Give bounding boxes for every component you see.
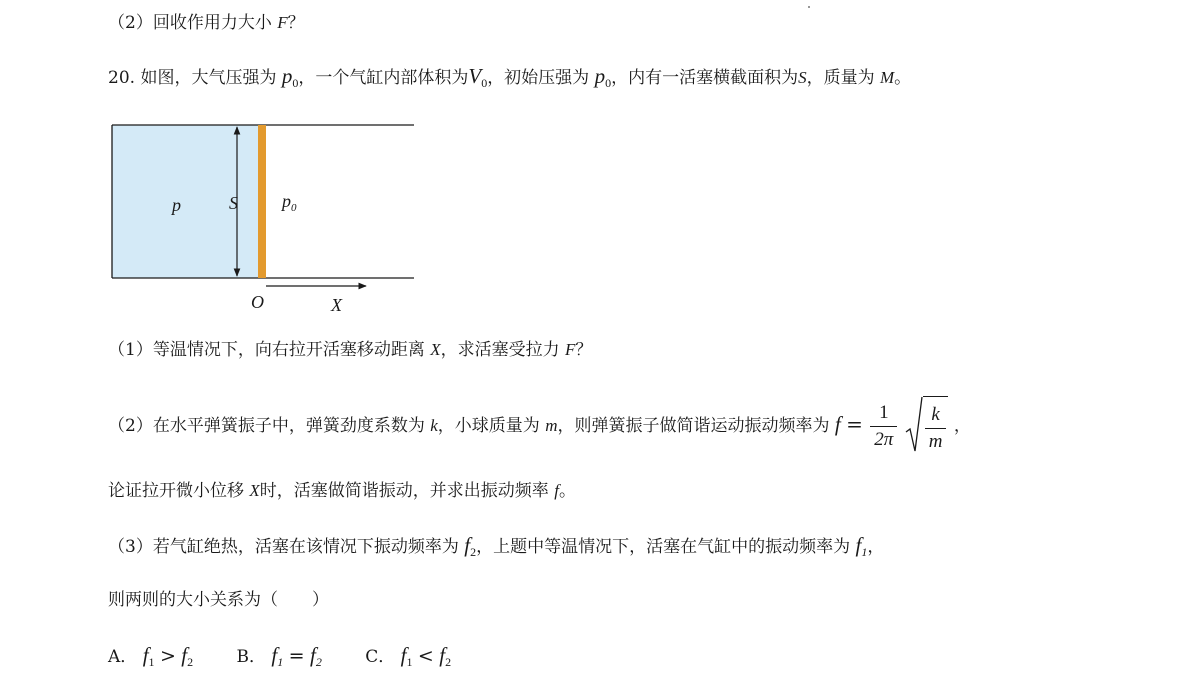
speck: [808, 6, 810, 8]
equals-sign: =: [846, 412, 863, 436]
part2-mid2: ，则弹簧振子做简谐运动振动频率为: [557, 416, 830, 436]
var-m: m: [545, 416, 558, 435]
option-operator: >: [159, 645, 176, 667]
part1-line: [108, 338, 592, 362]
part3-text: （3）若气缸绝热，活塞在该情况下振动频率为: [108, 537, 459, 557]
part2-line: [108, 394, 971, 457]
part3-continuation: [108, 588, 329, 612]
question-number: 20.: [108, 68, 136, 88]
var-f: f: [834, 412, 841, 436]
v0-symbol: $V_0$: [468, 64, 488, 90]
var-m: M: [880, 68, 895, 87]
square-root: [905, 396, 949, 457]
var-x: X: [249, 481, 260, 500]
option-letter: C．: [365, 647, 396, 667]
q20-seg3: ，初始压强为: [487, 68, 590, 88]
atm-pressure-label: $p_0$: [282, 191, 297, 214]
radical-sign-icon: [905, 396, 923, 454]
option-lhs: $f_1$: [142, 643, 155, 669]
var-f: f: [554, 481, 559, 500]
option-rhs: $f_2$: [181, 643, 194, 669]
displacement-label-x: X: [331, 295, 342, 315]
q19-part2-text: （2）回收作用力大小: [108, 13, 272, 33]
part3-line: [108, 533, 884, 564]
q20-seg5: ，质量为: [806, 68, 875, 88]
p0-symbol: $p_0$: [281, 64, 299, 90]
option-lhs: $f_1$: [400, 643, 413, 669]
var-x: X: [430, 340, 441, 359]
answer-options: [108, 643, 489, 674]
origin-label-o: O: [251, 292, 264, 312]
fraction-numerator: 1: [870, 400, 897, 427]
k-over-m: [925, 402, 947, 455]
part2-cont-seg2: 时，活塞做简谐振动，并求出振动频率: [259, 481, 549, 501]
q20-seg1: 如图，大气压强为: [140, 68, 277, 88]
option-rhs: $f_2$: [439, 643, 452, 669]
part2-continuation: [108, 479, 576, 503]
part1-end: ？: [575, 340, 593, 360]
part3-cont-text: 则两则的大小关系为（ ）: [108, 590, 329, 610]
cylinder-diagram: [100, 115, 430, 320]
var-k: k: [430, 416, 438, 435]
var-s: S: [798, 68, 807, 87]
var-f: F: [277, 13, 288, 32]
pressure-label-p: p: [172, 195, 181, 215]
part1-mid: ，求活塞受拉力: [440, 340, 560, 360]
radicand-denominator: m: [928, 431, 943, 452]
q19-part2-end: ？: [287, 13, 305, 33]
part2-cont-seg1: 论证拉开微小位移: [108, 481, 244, 501]
part1-text: （1）等温情况下，向右拉开活塞移动距离: [108, 340, 425, 360]
fraction-denominator: 2π: [874, 429, 894, 450]
q20-seg6: 。: [894, 68, 912, 88]
radicand-numerator: k: [925, 402, 947, 429]
radicand: [923, 396, 949, 457]
part3-mid: ，上题中等温情况下，活塞在气缸中的振动频率为: [476, 537, 851, 557]
frequency-fraction: [870, 400, 897, 453]
q19-part2-line: [108, 11, 305, 35]
option-rhs: $f_2$: [310, 643, 322, 669]
q20-seg2: ，一个气缸内部体积为: [298, 68, 469, 88]
q20-stem: [108, 64, 911, 95]
part3-end: ，: [867, 537, 885, 557]
q20-seg4: ，内有一活塞横截面积为: [611, 68, 799, 88]
option-letter: A．: [108, 647, 138, 667]
option-lhs: $f_1$: [271, 643, 284, 669]
part2-text: （2）在水平弹簧振子中，弹簧劲度系数为: [108, 416, 425, 436]
part2-end: ，: [953, 416, 971, 436]
option-a[interactable]: [108, 643, 193, 674]
option-b[interactable]: [237, 643, 322, 674]
option-letter: B．: [236, 647, 267, 667]
p0-symbol-2: $p_0$: [594, 64, 612, 90]
f1-symbol: $f_1$: [855, 533, 868, 559]
part2-cont-end: 。: [558, 481, 576, 501]
var-f: F: [565, 340, 576, 359]
option-operator: <: [417, 645, 434, 667]
option-c[interactable]: [365, 643, 451, 674]
option-operator: =: [288, 645, 305, 667]
piston: [258, 125, 266, 278]
area-label-s: S: [229, 193, 238, 213]
part2-mid1: ，小球质量为: [437, 416, 540, 436]
f2-symbol: $f_2$: [464, 533, 477, 559]
